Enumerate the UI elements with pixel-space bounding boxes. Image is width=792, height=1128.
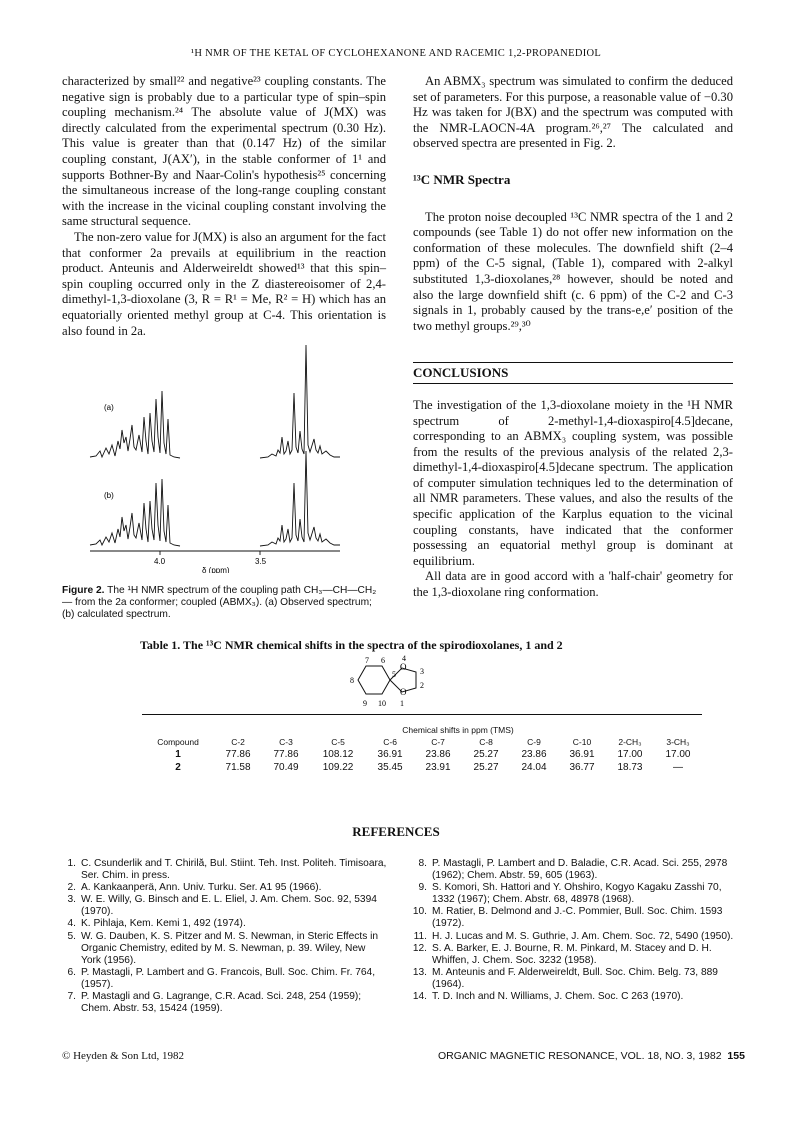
table-cell: 35.45 xyxy=(377,762,403,773)
chemical-shift-table xyxy=(142,714,702,774)
table-header-cell: C-7 xyxy=(431,737,445,747)
spectrum-a-multiplet-1 xyxy=(90,391,180,458)
references-left xyxy=(58,858,388,1015)
table-row xyxy=(142,748,702,761)
reference-item xyxy=(58,894,388,918)
table-cell: 25.27 xyxy=(473,762,499,773)
reference-item xyxy=(409,906,739,930)
reference-text: P. Mastagli, P. Lambert and G. Francois, Bull. Soc. Chim. Fr. 764, (1957). xyxy=(81,966,376,990)
section-heading-conclusions: CONCLUSIONS xyxy=(413,362,733,384)
table-cell: 1 xyxy=(175,749,181,760)
reference-number: 8. xyxy=(418,858,427,869)
footer-journal xyxy=(438,1050,745,1062)
table-cell: 17.00 xyxy=(617,749,643,760)
table-header-cell: C-9 xyxy=(527,737,541,747)
structure-label: 5 xyxy=(392,670,396,679)
reference-number: 3. xyxy=(67,894,76,906)
reference-text: C. Csunderlik and T. Chirilă, Bul. Stiint. Teh. Inst. Politeh. Timisoara, Ser. Chim. in press. xyxy=(81,858,387,882)
references-heading: REFERENCES xyxy=(352,824,440,839)
label-b: (b) xyxy=(104,491,114,500)
reference-item xyxy=(409,882,739,906)
table-cell: — xyxy=(672,762,683,773)
structure-label: 1 xyxy=(400,699,404,708)
structure-label: 4 xyxy=(402,654,406,663)
structure-label: O xyxy=(400,687,407,697)
table-header-cell: 2-CH₃ xyxy=(618,737,642,747)
structure-label: 2 xyxy=(420,681,424,690)
table-header-row xyxy=(142,736,702,748)
table-header-cell: C-10 xyxy=(572,737,592,747)
reference-item xyxy=(409,858,739,882)
reference-text: T. D. Inch and N. Williams, J. Chem. Soc. C 263 (1970). xyxy=(432,991,684,1003)
right-paragraph-2: The proton noise decoupled ¹³C NMR spectra of the 1 and 2 compounds (see Table 1) do not offer new information on the conformation of these molecules. The downfield shift (2–4 ppm) of the C-5 signal, (Table 1), compared with 2-alkyl substituted 1,3-dioxolanes,²⁸ however, should be noted and also the large downfield shift (c. 6 ppm) of the C-2 and C-3 signals in 1, probably caused by the trans-e,e′ position of the two methyl groups.²⁹,³⁰ xyxy=(413,209,733,333)
nmr-spectrum-figure xyxy=(62,333,388,573)
footer-copyright: © Heyden & Son Ltd, 1982 xyxy=(62,1050,185,1062)
table-cell: 71.58 xyxy=(225,762,251,773)
right-column xyxy=(413,74,733,601)
table-cell: 25.27 xyxy=(473,749,499,760)
x-axis-label: δ (ppm) xyxy=(202,566,230,573)
table-title: Table 1. The ¹³C NMR chemical shifts in the spectra of the spirodioxolanes, 1 and 2 xyxy=(140,638,563,652)
table-header-cell: 3-CH₃ xyxy=(666,737,690,747)
right-paragraph-3: The investigation of the 1,3-dioxolane moiety in the ¹H NMR spectrum of 2-methyl-1,4-dioxaspiro[4.5]decane, corresponding to an ABMX₃ coupling system, was possible from the results of the previous analysis of the related 2,3-dimethyl-1,4-dioxaspiro[4.5]decane spectrum. The application of computer simulation techniques led to the determination of all NMR parameters. These values, and also the results of the specific application of the Karplus equation to the vicinal coupling constants, have indicated that the conformer possessing an equatorial methyl group is dominant at equilibrium. xyxy=(413,397,733,568)
references-right xyxy=(409,858,739,1003)
left-column xyxy=(62,74,386,339)
reference-number: 7. xyxy=(67,991,76,1003)
reference-number: 4. xyxy=(67,918,76,930)
reference-item xyxy=(409,931,739,943)
reference-item xyxy=(58,918,388,930)
reference-text: M. Anteunis and F. Alderweireldt, Bull. Soc. Chim. Belg. 73, 889 (1964). xyxy=(432,966,718,990)
x-tick-label-1: 4.0 xyxy=(154,557,166,566)
reference-text: P. Mastagli, P. Lambert and D. Baladie, C.R. Acad. Sci. 255, 2978 (1962); Chem. Abstr. 59, 605 (1963). xyxy=(432,858,728,882)
reference-text: S. Komori, Sh. Hattori and Y. Ohshiro, Kogyo Kagaku Zasshi 70, 1332 (1967); Chem. Abstr. 68, 48978 (1968). xyxy=(432,882,722,906)
structure-label: 6 xyxy=(381,656,385,665)
table-cell: 2 xyxy=(175,762,181,773)
structure-label: 8 xyxy=(350,676,354,685)
reference-item xyxy=(409,943,739,967)
table-cell: 36.91 xyxy=(377,749,403,760)
structure-label: 7 xyxy=(365,656,369,665)
table-header-cell: C-3 xyxy=(279,737,293,747)
figure-caption-lead: Figure 2. xyxy=(62,585,105,596)
table-group-header: Chemical shifts in ppm (TMS) xyxy=(402,725,514,735)
left-paragraph-2: The non-zero value for J(MX) is also an argument for the fact that conformer 2a prevails at equilibrium in the reaction product. Anteunis and Alderweireldt showed¹³ that this spin–spin coupling occurred only in the Z diastereoisomer of 2,4-dimethyl-1,3-dioxolane (3, R = R¹ = Me, R² = H) which has an equatorially oriented methyl group at C-4. This orientation is also found in 2a. xyxy=(62,229,386,338)
table-header-cell: C-6 xyxy=(383,737,397,747)
spectrum-b-multiplet-2 xyxy=(260,451,340,546)
x-tick-label-2: 3.5 xyxy=(255,557,267,566)
table-cell: 109.22 xyxy=(322,762,354,773)
reference-number: 10. xyxy=(412,906,427,918)
table-header-cell: C-5 xyxy=(331,737,345,747)
table-cell: 17.00 xyxy=(665,749,691,760)
reference-text: P. Mastagli and G. Lagrange, C.R. Acad. Sci. 248, 254 (1959); Chem. Abstr. 53, 15424 (1959). xyxy=(81,991,362,1015)
reference-item xyxy=(409,991,739,1003)
structure-label: O xyxy=(400,662,407,672)
reference-item xyxy=(58,967,388,991)
table-header-cell: C-8 xyxy=(479,737,493,747)
reference-number: 2. xyxy=(67,882,76,894)
table-cell: 36.77 xyxy=(569,762,595,773)
table-cell: 23.86 xyxy=(425,749,451,760)
table-cell: 24.04 xyxy=(521,762,547,773)
table-group-header-row xyxy=(142,715,702,737)
right-paragraph-4: All data are in good accord with a 'half-chair' geometry for the 1,3-dioxolane ring conformation. xyxy=(413,569,733,600)
table-cell: 70.49 xyxy=(273,762,299,773)
reference-number: 9. xyxy=(418,882,427,894)
spectrum-plot xyxy=(62,333,388,573)
reference-item xyxy=(58,882,388,894)
structure-drawing xyxy=(340,654,452,712)
spirodioxolane-structure xyxy=(340,654,452,712)
reference-text: A. Kankaanperä, Ann. Univ. Turku. Ser. A1 95 (1966). xyxy=(81,882,322,894)
spectrum-a-multiplet-2 xyxy=(260,345,340,458)
left-paragraph-1: characterized by small²² and negative²³ coupling constants. The negative sign is probably due to a particular type of spin–spin coupling mechanism.²⁴ The absolute value of J(MX) was directly calculated from the experimental spectrum (0.30 Hz). This value is greater than that (0.147 Hz) of the similar coupling constant, J(AX′), in the stable conformer of 1¹ and supports Bothner-By and Naar-Colin's hypothesis²⁵ concerning the simultaneous increase of the long-range coupling constant with the increase in the vicinal coupling constant involving the same structural sequence. xyxy=(62,74,386,229)
reference-text: K. Pihlaja, Kem. Kemi 1, 492 (1974). xyxy=(81,918,246,930)
reference-number: 5. xyxy=(67,930,76,942)
footer-journal-name: ORGANIC MAGNETIC RESONANCE, VOL. 18, NO. 3, 1982 xyxy=(438,1050,722,1062)
running-head: ¹H NMR OF THE KETAL OF CYCLOHEXANONE AND RACEMIC 1,2-PROPANEDIOL xyxy=(190,48,602,59)
reference-number: 12. xyxy=(412,942,427,954)
reference-item xyxy=(409,967,739,991)
page-number: 155 xyxy=(727,1050,745,1062)
table-header-cell: C-2 xyxy=(231,737,245,747)
table-cell: 23.86 xyxy=(521,749,547,760)
reference-number: 6. xyxy=(67,966,76,978)
table-cell: 77.86 xyxy=(273,749,299,760)
reference-item xyxy=(58,991,388,1015)
figure-caption xyxy=(62,585,384,622)
table-cell: 77.86 xyxy=(225,749,251,760)
table-cell: 23.91 xyxy=(425,762,451,773)
reference-number: 14. xyxy=(412,991,427,1003)
spectrum-b-multiplet-1 xyxy=(90,479,180,546)
reference-item xyxy=(58,858,388,882)
table-cell: 108.12 xyxy=(322,749,354,760)
structure-label: 9 xyxy=(363,699,367,708)
section-heading-13c: ¹³C NMR Spectra xyxy=(413,171,511,187)
reference-item xyxy=(58,931,388,967)
table-cell: 36.91 xyxy=(569,749,595,760)
structure-label: 3 xyxy=(420,667,424,676)
reference-number: 11. xyxy=(413,930,427,942)
reference-text: S. A. Barker, E. J. Bourne, R. M. Pinkard, M. Stacey and D. H. Whiffen, J. Chem. Soc. 3232 (1958). xyxy=(432,942,712,966)
figure-caption-text: The ¹H NMR spectrum of the coupling path CH₃—CH—CH₂— from the 2a conformer; coupled (ABMX₃). (a) Observed spectrum; (b) calculated spectrum. xyxy=(62,585,377,621)
right-paragraph-1: An ABMX₃ spectrum was simulated to confirm the deduced set of parameters. For this purpose, a reasonable value of −0.30 Hz was taken for J(BX) and the spectrum was computed with the NMR-LAOCN-4A program.²⁶,²⁷ The calculated and observed spectra are presented in Fig. 2. xyxy=(413,74,733,151)
label-a: (a) xyxy=(104,403,114,412)
reference-number: 13. xyxy=(412,966,427,978)
structure-label: 10 xyxy=(378,699,386,708)
reference-text: W. E. Willy, G. Binsch and E. L. Eliel, J. Am. Chem. Soc. 92, 5394 (1970). xyxy=(81,894,377,918)
table-header-cell: Compound xyxy=(157,737,199,747)
reference-text: W. G. Dauben, K. S. Pitzer and M. S. Newman, in Steric Effects in Organic Chemistry, edited by M. S. Newman, p. 39. Wiley, New York (1956). xyxy=(81,930,379,966)
table-row xyxy=(142,761,702,774)
reference-number: 1. xyxy=(67,858,76,869)
reference-text: H. J. Lucas and M. S. Guthrie, J. Am. Chem. Soc. 72, 5490 (1950). xyxy=(432,930,734,942)
reference-text: M. Ratier, B. Delmond and J.-C. Pommier, Bull. Soc. Chim. 1593 (1972). xyxy=(432,906,723,930)
table-cell: 18.73 xyxy=(617,762,643,773)
